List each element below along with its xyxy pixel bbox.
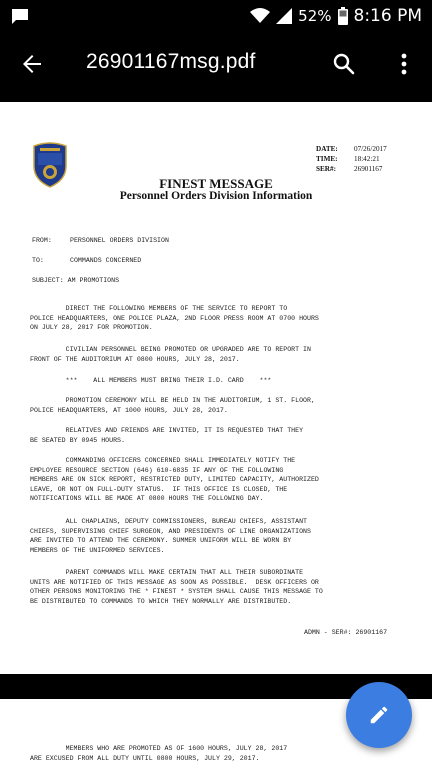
paragraph: RELATIVES AND FRIENDS ARE INVITED, IT IS REQUESTED THAT THEY BE SEATED BY 0945 HOURS.	[30, 427, 304, 444]
paragraph: PARENT COMMANDS WILL MAKE CERTAIN THAT ALL THEIR SUBORDINATE UNITS ARE NOTIFIED OF THIS MESSAGE AS SOON AS POSSIBLE. DESK OFFICERS OR OTHER PERSONS MONITORING THE * FINEST * SYSTEM SHALL CAUSE THIS MESSAGE TO BE DISTRIBUTED TO COMMANDS TO WHICH THEY NORMALLY ARE DISTRIBUTED.	[30, 569, 323, 605]
edit-fab-button[interactable]	[346, 682, 412, 748]
more-vert-icon	[400, 53, 408, 75]
status-bar	[0, 0, 432, 32]
battery-percent: 52%	[298, 7, 332, 25]
from-line	[32, 236, 169, 246]
paragraph: MEMBERS WHO ARE PROMOTED AS OF 1600 HOURS, JULY 28, 2017 ARE EXCUSED FROM ALL DUTY UNTIL 0800 HOURS, JULY 29, 2017.	[30, 745, 288, 762]
document-title: 26901167msg.pdf	[86, 50, 256, 73]
back-button[interactable]	[14, 46, 50, 82]
search-button[interactable]	[326, 46, 362, 82]
time-label: TIME:	[316, 155, 338, 163]
paragraph: COMMANDING OFFICERS CONCERNED SHALL IMMEDIATELY NOTIFY THE EMPLOYEE RESOURCE SECTION (646) 610-6835 IF ANY OF THE FOLLOWING MEMBERS ARE ON SICK REPORT, RESTRICTED DUTY, LIMITED CAPACITY, AUTHORIZED LEAVE, OR NOT ON FULL-DUTY STATUS. IF THIS OFFICE IS CLOSED, THE NOTIFICATIONS WILL BE MADE AT 0800 HOURS THE FOLLOWING DAY.	[30, 457, 319, 502]
paragraph: *** ALL MEMBERS MUST BRING THEIR I.D. CARD ***	[30, 377, 272, 384]
signature-line: ADMN - SER#: 26901167	[304, 629, 388, 636]
paragraph: PROMOTION CEREMONY WILL BE HELD IN THE AUDITORIUM, 1 ST. FLOOR, POLICE HEADQUARTERS, AT 1000 HOURS, JULY 28, 2017.	[30, 397, 315, 414]
to-value: COMMANDS CONCERNED	[70, 257, 142, 264]
paragraph: CIVILIAN PERSONNEL BEING PROMOTED OR UPGRADED ARE TO REPORT IN FRONT OF THE AUDITORIUM AT 0800 HOURS, JULY 28, 2017.	[30, 346, 311, 363]
date-value: 07/26/2017	[354, 145, 387, 153]
paragraph: DIRECT THE FOLLOWING MEMBERS OF THE SERVICE TO REPORT TO POLICE HEADQUARTERS, ONE POLICE PLAZA, 2ND FLOOR PRESS ROOM AT 0700 HOURS ON JULY 28, 2017 FOR PROMOTION.	[30, 305, 319, 331]
subject-line: SUBJECT: AM PROMOTIONS	[32, 277, 120, 284]
search-icon	[332, 52, 356, 76]
document-subheading: Personnel Orders Division Information	[119, 190, 313, 202]
more-options-button[interactable]	[386, 46, 422, 82]
signal-icon	[276, 8, 292, 24]
to-line	[32, 256, 141, 266]
pdf-viewer[interactable]	[0, 96, 432, 768]
wifi-icon	[250, 8, 270, 24]
document-heading: FINEST MESSAGE	[159, 176, 273, 191]
pdf-page-1	[0, 102, 432, 674]
clock: 8:16 PM	[353, 6, 422, 26]
message-icon	[10, 7, 30, 29]
from-value: PERSONNEL ORDERS DIVISION	[70, 237, 169, 244]
date-label: DATE:	[316, 145, 338, 153]
battery-icon	[338, 7, 348, 25]
serial-label: SER#:	[316, 165, 336, 173]
serial-value: 26901167	[354, 165, 383, 173]
message-meta	[316, 144, 387, 174]
edit-pencil-icon	[368, 704, 390, 726]
time-value: 18:42:21	[354, 155, 380, 163]
back-arrow-icon	[21, 53, 43, 75]
from-label: FROM:	[32, 237, 52, 244]
app-bar	[0, 32, 432, 96]
to-label: TO:	[32, 257, 44, 264]
paragraph: ALL CHAPLAINS, DEPUTY COMMISSIONERS, BUREAU CHIEFS, ASSISTANT CHIEFS, SUPERVISING CHIEF SURGEON, AND PRESIDENTS OF LINE ORGANIZATIONS ARE INVITED TO ATTEND THE CEREMONY. SUMMER UNIFORM WILL BE WORN BY MEMBERS OF THE UNIFORMED SERVICES.	[30, 518, 311, 554]
